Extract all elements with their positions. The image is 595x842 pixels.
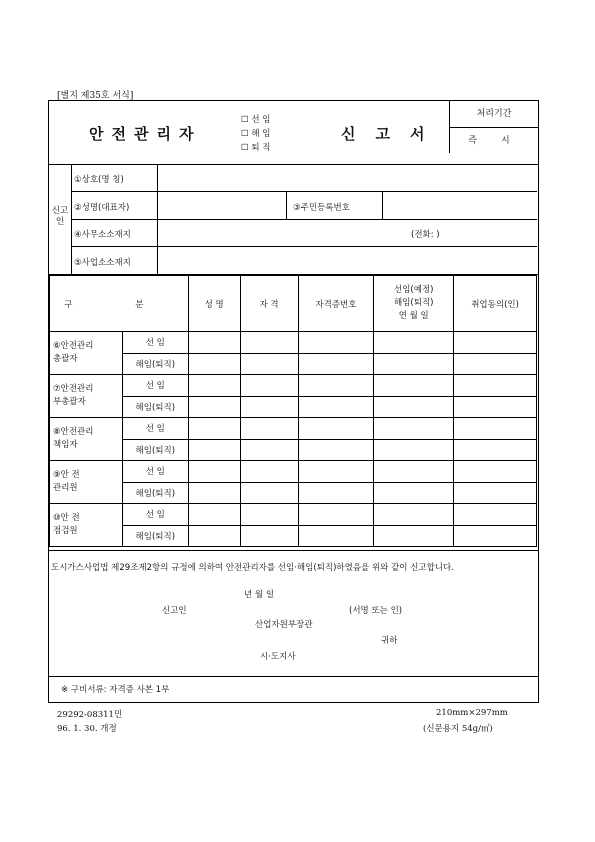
table-cell-input[interactable]: [298, 439, 374, 461]
paper-type: (신문용지 54g/㎡): [423, 724, 493, 734]
table-cell-input[interactable]: [374, 375, 454, 397]
row-appoint-label: 선 임: [122, 418, 188, 440]
table-cell-input[interactable]: [454, 439, 537, 461]
col-header-category: 구 분: [50, 276, 189, 332]
table-cell-input[interactable]: [454, 396, 537, 418]
table-cell-input[interactable]: [188, 418, 240, 440]
table-cell-input[interactable]: [240, 418, 298, 440]
recipient-governor: 시·도지사: [260, 652, 296, 662]
row-category-label: ⑧안전관리 책임자: [50, 418, 123, 461]
table-cell-input[interactable]: [374, 396, 454, 418]
workplace-addr-field[interactable]: [159, 248, 533, 272]
table-cell-input[interactable]: [240, 439, 298, 461]
divider: [49, 550, 538, 551]
table-cell-input[interactable]: [454, 525, 537, 547]
row-dismiss-label: 해임(퇴직): [122, 353, 188, 375]
office-addr-label: ④사무소소재지: [74, 230, 131, 240]
table-cell-input[interactable]: [188, 504, 240, 526]
office-addr-field[interactable]: [159, 221, 409, 244]
table-cell-input[interactable]: [188, 482, 240, 504]
table-cell-input[interactable]: [240, 396, 298, 418]
table-cell-input[interactable]: [374, 439, 454, 461]
sign-note: (서명 또는 인): [349, 606, 403, 616]
table-row: [50, 482, 537, 504]
table-cell-input[interactable]: [298, 482, 374, 504]
table-row: [50, 353, 537, 375]
table-cell-input[interactable]: [374, 332, 454, 354]
option-retire[interactable]: ☐ 퇴 직: [241, 143, 271, 153]
table-cell-input[interactable]: [298, 396, 374, 418]
table-cell-input[interactable]: [454, 353, 537, 375]
form-frame: [48, 100, 539, 703]
revision-date: 96. 1. 30. 개정: [57, 724, 117, 734]
table-cell-input[interactable]: [454, 461, 537, 483]
row-category-label: ⑥안전관리 총괄자: [50, 332, 123, 375]
recipient-suffix: 귀하: [381, 636, 398, 646]
processing-label: 처리기간: [476, 109, 512, 119]
table-cell-input[interactable]: [188, 525, 240, 547]
table-cell-input[interactable]: [298, 332, 374, 354]
applicant-fields: [71, 164, 537, 274]
business-name-field[interactable]: [159, 166, 533, 189]
table-cell-input[interactable]: [298, 418, 374, 440]
table-cell-input[interactable]: [454, 504, 537, 526]
option-checkboxes: [241, 113, 270, 155]
table-row: [50, 461, 537, 483]
row-category-label: ⑨안 전 관리원: [50, 461, 123, 504]
workplace-addr-label: ⑤사업소소재지: [74, 258, 131, 268]
rep-name-field[interactable]: [159, 193, 284, 217]
table-cell-input[interactable]: [374, 418, 454, 440]
row-appoint-label: 선 임: [122, 375, 188, 397]
table-cell-input[interactable]: [188, 353, 240, 375]
table-cell-input[interactable]: [454, 418, 537, 440]
form-code: 29292-08311민: [57, 710, 123, 720]
col-header-date: 선임(예정) 해임(퇴직) 연 월 일: [374, 276, 454, 332]
table-cell-input[interactable]: [240, 504, 298, 526]
statement-text: 도시가스사업법 제29조제2항의 규정에 의하여 안전관리자를 선임·해임(퇴직)하였음을 위와 같이 신고합니다.: [51, 563, 454, 573]
table-row: [50, 439, 537, 461]
col-header-consent: 취업동의(인): [454, 276, 537, 332]
row-appoint-label: 선 임: [122, 504, 188, 526]
table-cell-input[interactable]: [298, 353, 374, 375]
col-header-name: 성 명: [188, 276, 240, 332]
row-dismiss-label: 해임(퇴직): [122, 525, 188, 547]
table-cell-input[interactable]: [454, 332, 537, 354]
table-cell-input[interactable]: [298, 504, 374, 526]
row-dismiss-label: 해임(퇴직): [122, 439, 188, 461]
table-cell-input[interactable]: [374, 482, 454, 504]
table-row: [50, 396, 537, 418]
col-header-cert-no: 자격증번호: [298, 276, 374, 332]
row-dismiss-label: 해임(퇴직): [122, 482, 188, 504]
table-cell-input[interactable]: [188, 396, 240, 418]
table-cell-input[interactable]: [240, 332, 298, 354]
table-cell-input[interactable]: [374, 353, 454, 375]
table-cell-input[interactable]: [188, 375, 240, 397]
table-cell-input[interactable]: [298, 375, 374, 397]
reg-no-label: ③주민등록번호: [293, 203, 350, 213]
row-appoint-label: 선 임: [122, 461, 188, 483]
table-cell-input[interactable]: [298, 525, 374, 547]
table-cell-input[interactable]: [454, 375, 537, 397]
row-category-label: ⑩안 전 점검원: [50, 504, 123, 547]
col-header-qualification: 자 격: [240, 276, 298, 332]
applicant-group-cell: [49, 164, 72, 274]
table-cell-input[interactable]: [188, 461, 240, 483]
table-row: [50, 332, 537, 354]
table-cell-input[interactable]: [240, 461, 298, 483]
table-cell-input[interactable]: [240, 525, 298, 547]
personnel-table: [49, 275, 537, 547]
processing-value: 즉시: [450, 127, 538, 154]
table-cell-input[interactable]: [188, 332, 240, 354]
table-row: [50, 525, 537, 547]
form-number-label: [별지 제35호 서식]: [57, 91, 134, 101]
date-line: 년 월 일: [244, 590, 275, 600]
reg-no-field[interactable]: [383, 193, 533, 217]
row-category-label: ⑦안전관리 부총괄자: [50, 375, 123, 418]
form-title-suffix: 신고서: [341, 125, 445, 143]
table-cell-input[interactable]: [240, 482, 298, 504]
recipient-minister: 산업자원부장관: [255, 620, 313, 630]
row-dismiss-label: 해임(퇴직): [122, 396, 188, 418]
table-cell-input[interactable]: [374, 461, 454, 483]
divider: [49, 676, 538, 677]
option-appoint[interactable]: ☐ 선 임: [241, 115, 271, 125]
business-name-label: ①상호(명 칭): [74, 175, 124, 185]
table-cell-input[interactable]: [240, 353, 298, 375]
table-cell-input[interactable]: [298, 461, 374, 483]
attachments-note: ※ 구비서류: 자격증 사본 1부: [61, 685, 170, 695]
processing-period-box: [449, 101, 538, 153]
table-cell-input[interactable]: [188, 439, 240, 461]
phone-label: (전화: ): [411, 230, 440, 240]
table-row: [50, 504, 537, 526]
table-cell-input[interactable]: [374, 525, 454, 547]
form-title: 안전관리자: [89, 125, 202, 143]
table-cell-input[interactable]: [240, 375, 298, 397]
option-dismiss[interactable]: ☐ 해 임: [241, 129, 271, 139]
paper-size: 210mm×297mm: [436, 708, 508, 718]
table-row: [50, 375, 537, 397]
table-row: [50, 418, 537, 440]
row-appoint-label: 선 임: [122, 332, 188, 354]
declarant-label: 신고인: [162, 606, 187, 616]
applicant-group-label: 신고인: [51, 206, 69, 227]
table-cell-input[interactable]: [454, 482, 537, 504]
table-cell-input[interactable]: [374, 504, 454, 526]
rep-name-label: ②성명(대표자): [74, 203, 130, 213]
